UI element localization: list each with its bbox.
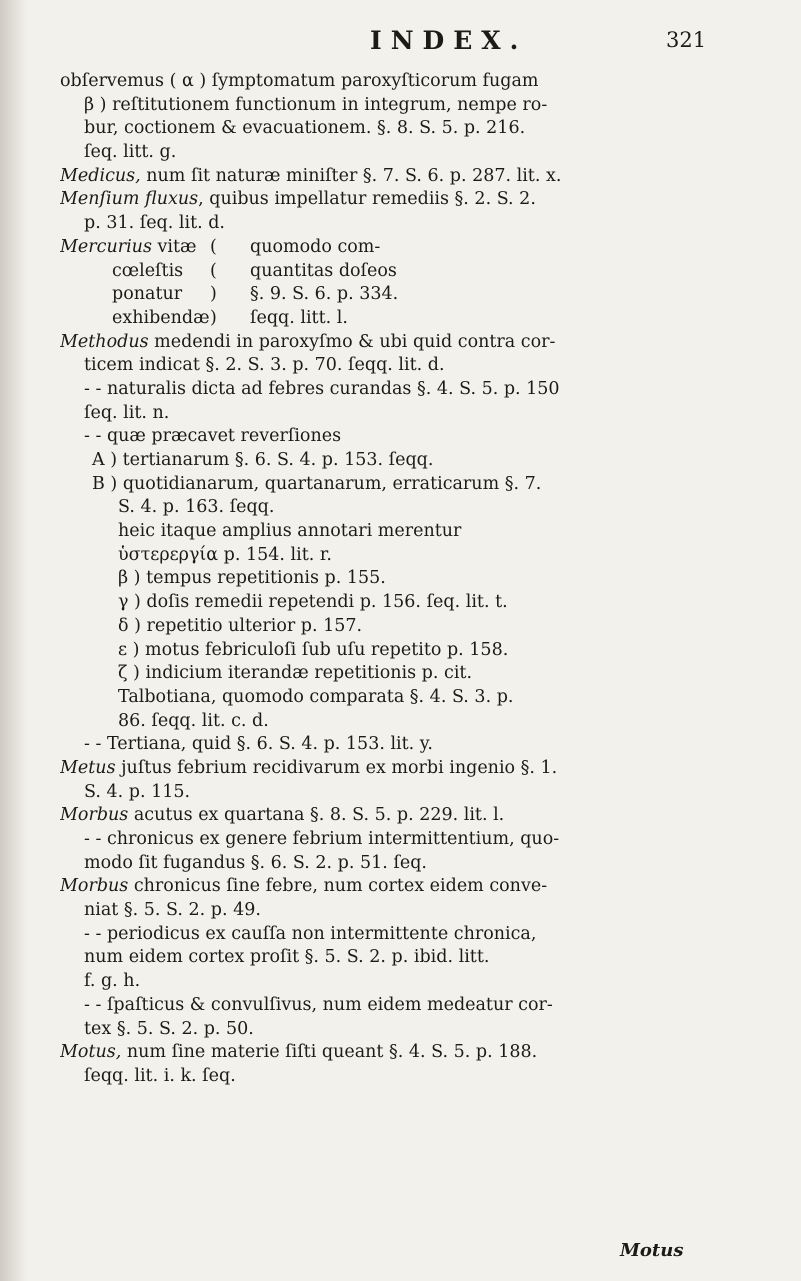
index-line bbox=[60, 946, 750, 970]
index-line bbox=[60, 733, 750, 757]
index-line bbox=[60, 970, 750, 994]
entry-text: ζ ) indicium iterandæ repetitionis p. cit. bbox=[118, 663, 473, 684]
index-line bbox=[60, 923, 750, 947]
entry-text: num eidem cortex proſit §. 5. S. 2. p. ibid. litt. bbox=[84, 947, 490, 968]
index-line bbox=[60, 141, 750, 165]
mercurius-left-text: vitæ bbox=[157, 236, 197, 257]
index-line bbox=[60, 899, 750, 923]
index-line bbox=[60, 496, 750, 520]
index-entries-1 bbox=[60, 70, 750, 236]
index-line bbox=[60, 1041, 750, 1065]
entry-text: - - quæ præcavet reverſiones bbox=[84, 426, 342, 447]
bracket: ( bbox=[210, 236, 217, 257]
index-body bbox=[60, 70, 750, 1089]
entry-text: heic itaque amplius annotari merentur bbox=[118, 521, 462, 542]
index-line bbox=[60, 331, 750, 355]
entry-text: Talbotiana, quomodo comparata §. 4. S. 3. p. bbox=[118, 686, 514, 707]
index-line bbox=[60, 662, 750, 686]
index-line bbox=[60, 852, 750, 876]
entry-text: 86. ſeqq. lit. c. d. bbox=[118, 710, 269, 731]
entry-text: - - ſpaſticus & convulſivus, num eidem medeatur cor- bbox=[84, 994, 553, 1015]
entry-text: modo ſit fugandus §. 6. S. 2. p. 51. ſeq. bbox=[84, 852, 427, 873]
index-line bbox=[60, 591, 750, 615]
headword: Motus, bbox=[60, 1042, 122, 1063]
index-line bbox=[60, 449, 750, 473]
mercurius-right: quomodo com- bbox=[250, 236, 381, 257]
entry-text: ſeq. lit. n. bbox=[84, 402, 170, 423]
entry-text: num ſit naturæ miniſter §. 7. S. 6. p. 287. lit. x. bbox=[140, 165, 562, 186]
headword: Mercurius bbox=[60, 236, 152, 257]
index-line bbox=[60, 425, 750, 449]
entry-text: - - Tertiana, quid §. 6. S. 4. p. 153. lit. y. bbox=[84, 734, 433, 755]
headword: Methodus bbox=[60, 331, 149, 352]
page-number: 321 bbox=[666, 28, 707, 52]
entry-text: A ) tertianarum §. 6. S. 4. p. 153. ſeqq. bbox=[92, 450, 434, 470]
index-line bbox=[60, 1018, 750, 1042]
entry-text: f. g. h. bbox=[84, 971, 141, 992]
entry-text: num ſine materie ſiſti queant §. 4. S. 5. p. 188. bbox=[121, 1042, 538, 1063]
bracket: ) bbox=[210, 307, 217, 328]
index-line bbox=[60, 994, 750, 1018]
index-line bbox=[60, 615, 750, 639]
bracket: ( bbox=[210, 260, 217, 281]
entry-text: B ) quotidianarum, quartanarum, erraticarum §. 7. bbox=[92, 473, 542, 494]
headword: Morbus bbox=[60, 876, 129, 897]
page-title: INDEX. bbox=[370, 26, 528, 55]
entry-text: medendi in paroxyſmo & ubi quid contra cor- bbox=[148, 331, 556, 352]
index-line bbox=[60, 710, 750, 734]
page-gutter-shadow bbox=[0, 0, 28, 1281]
index-line bbox=[60, 188, 750, 212]
headword: Metus bbox=[60, 757, 116, 778]
index-line bbox=[60, 212, 750, 236]
catchword: Motus bbox=[620, 1240, 684, 1261]
bracket: ) bbox=[210, 284, 217, 305]
mercurius-left bbox=[60, 307, 210, 331]
index-line bbox=[60, 875, 750, 899]
mercurius-left bbox=[60, 260, 210, 284]
index-line bbox=[60, 520, 750, 544]
index-line bbox=[60, 165, 750, 189]
index-line bbox=[60, 1065, 750, 1089]
mercurius-right: §. 9. S. 6. p. 334. bbox=[250, 284, 399, 305]
mercurius-entry bbox=[60, 236, 750, 331]
index-line bbox=[60, 354, 750, 378]
index-line bbox=[60, 473, 750, 497]
entry-text: β ) tempus repetitionis p. 155. bbox=[118, 568, 386, 589]
entry-text: S. 4. p. 163. ſeqq. bbox=[118, 497, 275, 518]
headword: Menſium fluxus bbox=[60, 189, 199, 210]
entry-text: δ ) repetitio ulterior p. 157. bbox=[118, 615, 363, 636]
mercurius-left-text: exhibendæ bbox=[112, 307, 210, 328]
page-header bbox=[0, 26, 801, 60]
entry-text: β ) reſtitutionem functionum in integrum, nempe ro- bbox=[84, 94, 548, 115]
entry-text: , quibus impellatur remediis §. 2. S. 2. bbox=[198, 189, 536, 210]
index-line bbox=[60, 378, 750, 402]
index-line bbox=[60, 639, 750, 663]
headword: Medicus, bbox=[60, 165, 141, 186]
entry-text: ſeqq. lit. i. k. ſeq. bbox=[84, 1065, 236, 1086]
index-line bbox=[60, 94, 750, 118]
entry-text: ε ) motus febriculoſi ſub uſu repetito p. 158. bbox=[118, 639, 509, 660]
index-line bbox=[60, 828, 750, 852]
index-line bbox=[60, 117, 750, 141]
entry-text: acutus ex quartana §. 8. S. 5. p. 229. lit. l. bbox=[128, 805, 505, 826]
index-line bbox=[60, 70, 750, 94]
entry-text: - - naturalis dicta ad febres curandas §. 4. S. 5. p. 150 bbox=[84, 378, 560, 399]
mercurius-left bbox=[60, 236, 210, 260]
mercurius-left bbox=[60, 283, 210, 307]
mercurius-table bbox=[60, 236, 750, 331]
index-line bbox=[60, 402, 750, 426]
entry-text: - - chronicus ex genere febrium intermittentium, quo- bbox=[84, 829, 560, 849]
entry-text: ὑστερεργία p. 154. lit. r. bbox=[118, 544, 332, 565]
entry-text: juſtus febrium recidivarum ex morbi ingenio §. 1. bbox=[115, 757, 558, 778]
mercurius-left-text: cœleſtis bbox=[112, 260, 184, 281]
index-line bbox=[60, 567, 750, 591]
index-line bbox=[60, 686, 750, 710]
entry-text: γ ) doſis remedii repetendi p. 156. ſeq. lit. t. bbox=[118, 592, 508, 613]
entry-text: bur, coctionem & evacuationem. §. 8. S. 5. p. 216. bbox=[84, 118, 526, 139]
entry-text: p. 31. ſeq. lit. d. bbox=[84, 213, 225, 234]
index-line bbox=[60, 781, 750, 805]
index-line bbox=[60, 544, 750, 568]
mercurius-right: quantitas doſeos bbox=[250, 260, 397, 281]
index-line bbox=[60, 757, 750, 781]
mercurius-right: ſeqq. litt. l. bbox=[250, 307, 348, 328]
entry-text: ticem indicat §. 2. S. 3. p. 70. ſeqq. lit. d. bbox=[84, 355, 445, 376]
entry-text: chronicus ſine febre, num cortex eidem conve- bbox=[128, 876, 548, 897]
index-line bbox=[60, 804, 750, 828]
entry-text: ſeq. litt. g. bbox=[84, 142, 177, 163]
entry-text: - - periodicus ex cauſſa non intermittente chronica, bbox=[84, 923, 537, 944]
entry-text: niat §. 5. S. 2. p. 49. bbox=[84, 900, 261, 921]
entry-text: S. 4. p. 115. bbox=[84, 781, 191, 802]
index-entries-2 bbox=[60, 331, 750, 1089]
headword: Morbus bbox=[60, 805, 129, 826]
entry-text: obſervemus ( α ) ſymptomatum paroxyſticorum fugam bbox=[60, 71, 539, 91]
entry-text: tex §. 5. S. 2. p. 50. bbox=[84, 1018, 254, 1039]
mercurius-left-text: ponatur bbox=[112, 284, 183, 305]
